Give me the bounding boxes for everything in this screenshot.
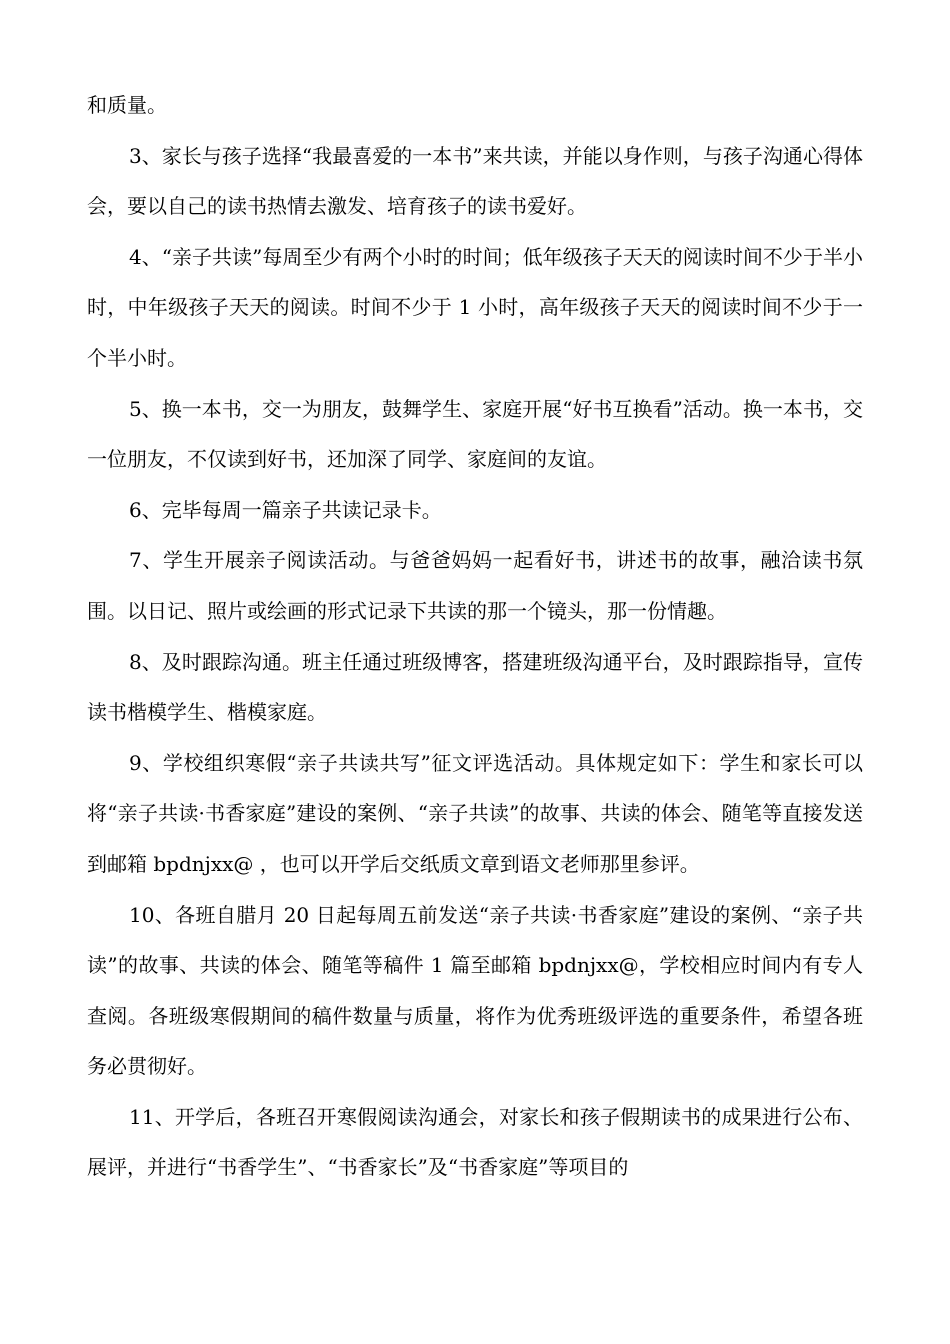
paragraph-item-6: 6、完毕每周一篇亲子共读记录卡。 <box>129 497 442 522</box>
paragraph-item-3: 3、家长与孩子选择“我最喜爱的一本书”来共读，并能以身作则，与孩子沟通心得体会，要以自己的读书热情去激发、培育孩子的读书爱好。 <box>87 143 863 219</box>
paragraph-item-8: 8、及时跟踪沟通。班主任通过班级博客，搭建班级沟通平台，及时跟踪指导，宣传读书楷模学生、楷模家庭。 <box>87 649 863 725</box>
paragraph-item-10: 10、各班自腊月 20 日起每周五前发送“亲子共读·书香家庭”建设的案例、“亲子共读”的故事、共读的体会、随笔等稿件 1 篇至邮箱 bpdnjxx@，学校相应时间内有专人查阅。各班级寒假期间的稿件数量与质量，将作为优秀班级评选的重要条件，希望各班务必贯彻好。 <box>87 902 863 1079</box>
paragraph-continuation: 和质量。 <box>87 93 167 117</box>
document-page <box>87 80 863 1193</box>
paragraph-item-5: 5、换一本书，交一为朋友，鼓舞学生、家庭开展“好书互换看”活动。换一本书，交一位朋友，不仅读到好书，还加深了同学、家庭间的友谊。 <box>87 396 863 472</box>
paragraph-item-4: 4、“亲子共读”每周至少有两个小时的时间；低年级孩子天天的阅读时间不少于半小时，中年级孩子天天的阅读。时间不少于 1 小时，高年级孩子天天的阅读时间不少于一个半小时。 <box>87 244 863 370</box>
paragraph-item-7: 7、学生开展亲子阅读活动。与爸爸妈妈一起看好书，讲述书的故事，融洽读书氛围。以日记、照片或绘画的形式记录下共读的那一个镜头，那一份情趣。 <box>87 548 863 623</box>
paragraph-item-9: 9、学校组织寒假“亲子共读共写”征文评选活动。具体规定如下：学生和家长可以将“亲子共读·书香家庭”建设的案例、“亲子共读”的故事、共读的体会、随笔等直接发送到邮箱 bpdnjxx@ ，也可以开学后交纸质文章到语文老师那里参评。 <box>87 750 863 876</box>
paragraph-item-11: 11、开学后，各班召开寒假阅读沟通会，对家长和孩子假期读书的成果进行公布、展评，并进行“书香学生”、“书香家长”及“书香家庭”等项目的 <box>87 1104 863 1180</box>
